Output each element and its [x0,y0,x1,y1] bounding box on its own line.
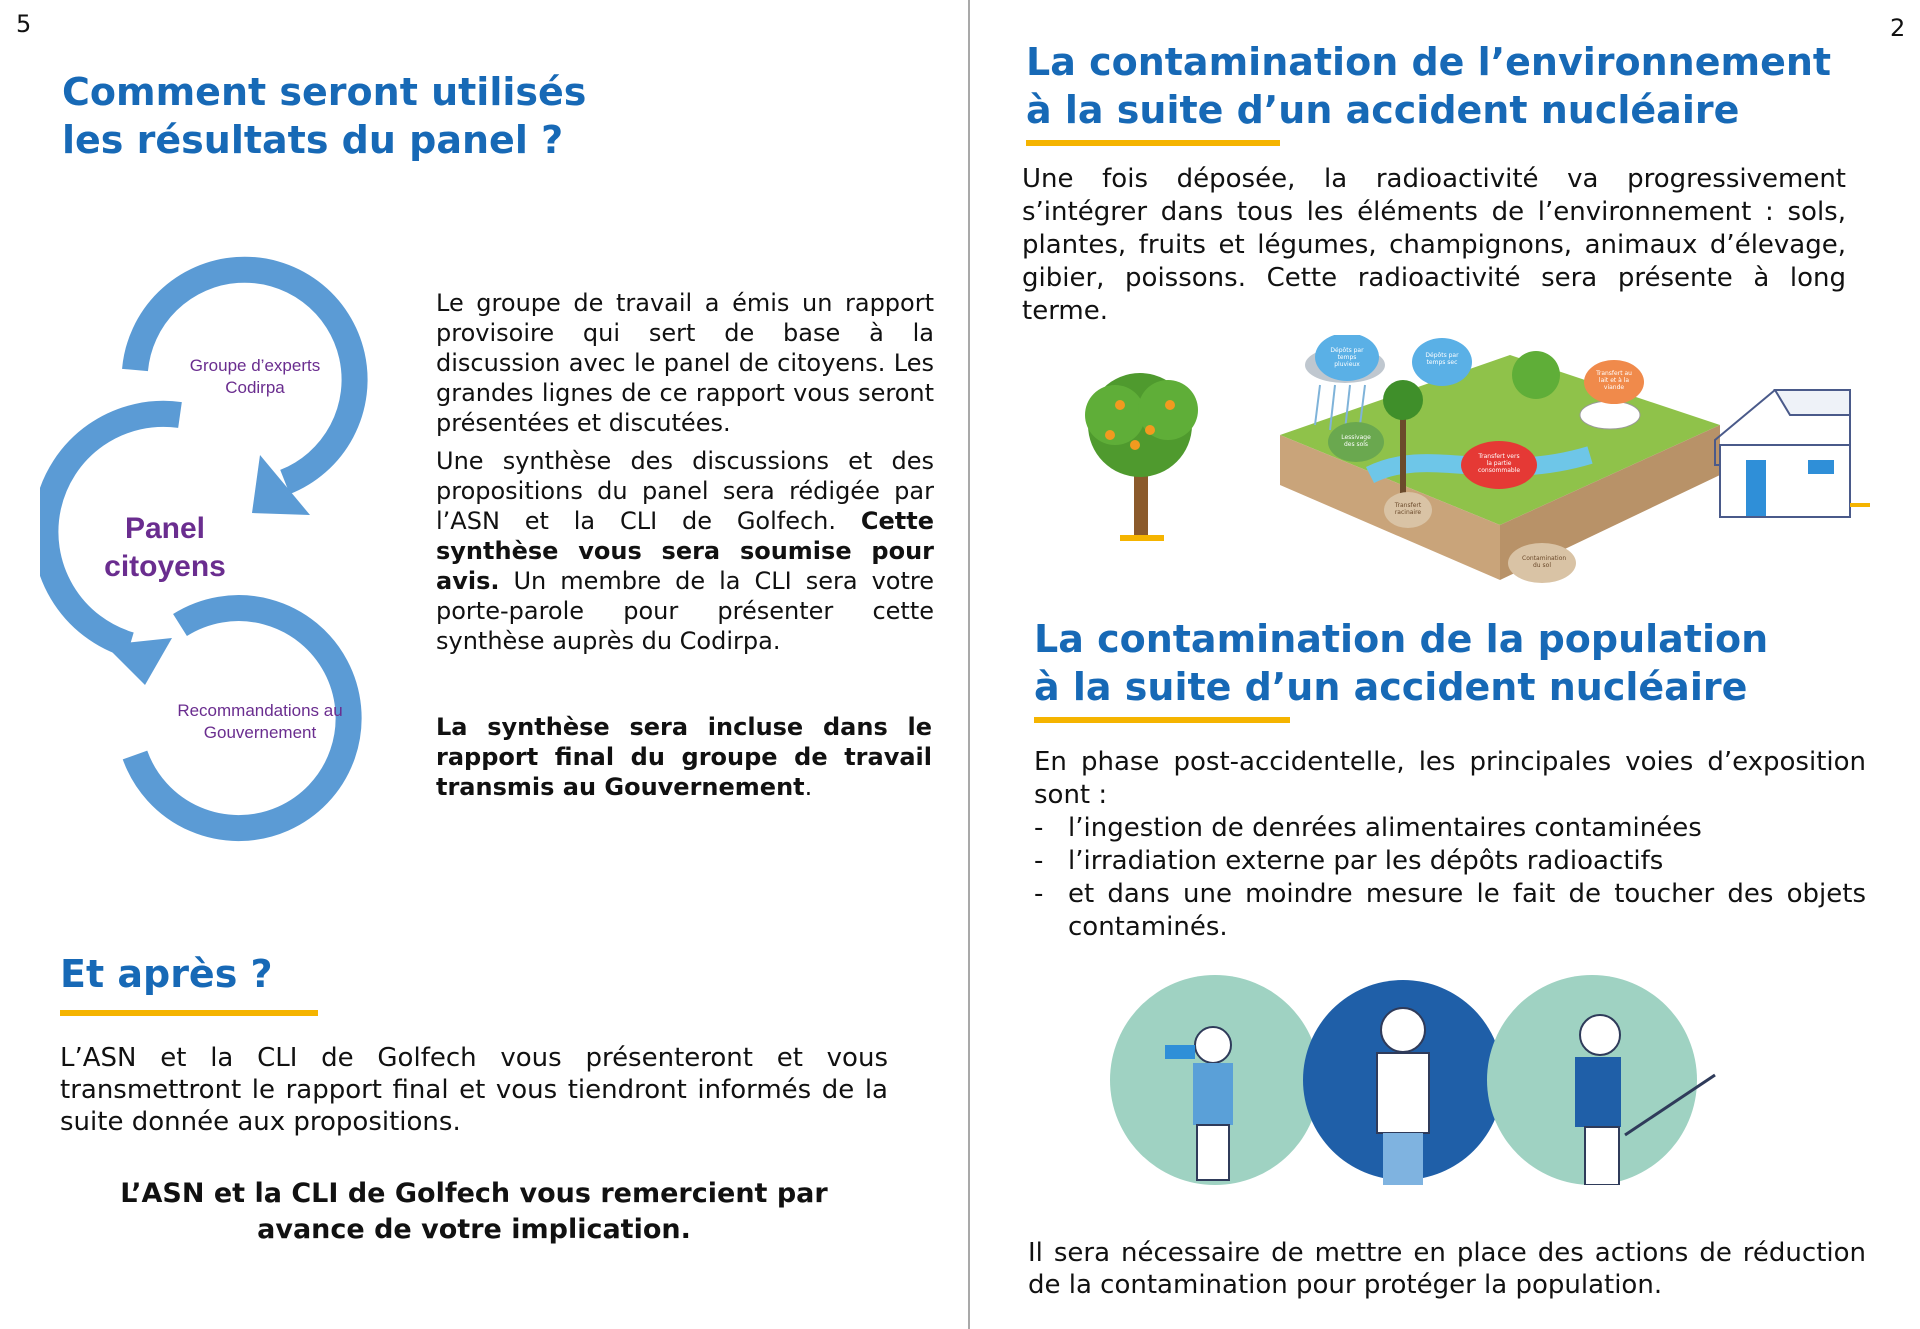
pop-text [1034,746,1866,944]
synthesis-note-bold: La synthèse sera incluse dans le rapport final du groupe de travail transmis au Gouvernement [436,713,932,801]
bubble-milk-meat: Transfert au lait et à la viande [1596,370,1632,391]
panel-paragraph-1: Le groupe de travail a émis un rapport provisoire qui sert de base à la discussion avec le panel de citoyens. Les grandes lignes de ce rapport vous seront présentées et discutées. [436,289,934,437]
cycle-label-experts: Groupe d’experts Codirpa [189,356,321,397]
panel-paragraph-2-bold: Cette synthèse vous sera soumise pour avis. [436,507,934,595]
page-number-right: 2 [1890,14,1906,42]
env-illustration-drawing [1070,335,1870,595]
panel-paragraph-2 [436,446,934,656]
after-title-underline [60,1010,318,1016]
pop-title-underline [1034,717,1290,723]
env-text: Une fois déposée, la radioactivité va progressivement s’intégrer dans tous les éléments de l’environnement : sols, plantes, fruits et légumes, champignons, animaux d’élevage, gibier, poissons. Cette radioactivité sera présente à long terme. [1022,164,1846,326]
pop-intro: En phase post-accidentelle, les principales voies d’exposition sont : [1034,747,1866,810]
thanks-text: L’ASN et la CLI de Golfech vous remercient par avance de votre implication. [120,1178,828,1245]
pop-title-line1: La contamination de la population [1034,617,1769,661]
page-divider [968,0,970,1329]
cycle-diagram [40,245,400,855]
pop-exposure-item: - l’ingestion de denrées alimentaires contaminées [1034,812,1866,845]
pop-title [1034,615,1854,711]
bubble-rain-deposit: Dépôts par temps pluvieux [1330,347,1364,368]
env-title-line2: à la suite d’un accident nucléaire [1026,88,1740,132]
bubble-edible-part: Transfert vers la partie consommable [1477,453,1521,474]
panel-paragraph-2-part-a: Une synthèse des discussions et des propositions du panel sera rédigée par l’ASN et la CLI de Golfech. [436,447,934,535]
cycle-label-panel: Panel citoyens [104,512,226,583]
bubble-root-transfer: Transfert racinaire [1394,502,1422,516]
pop-exposure-item: - et dans une moindre mesure le fait de toucher des objets contaminés. [1034,878,1866,944]
panel-description [436,288,934,664]
env-title [1026,38,1846,134]
closing-text: Il sera nécessaire de mettre en place des actions de réduction de la contamination pour protéger la population. [1028,1238,1866,1300]
after-text: L’ASN et la CLI de Golfech vous présenteront et vous transmettront le rapport final et vous tiendront informés de la suite donnée aux propositions. [60,1043,888,1137]
pop-title-line2: à la suite d’un accident nucléaire [1034,665,1748,709]
panel-paragraph-2-part-b: Un membre de la CLI sera votre porte-parole pour présenter cette synthèse auprès du Codirpa. [436,567,934,655]
env-title-underline [1026,140,1280,146]
pop-exposure-list [1034,812,1866,944]
synthesis-note-period: . [804,773,813,801]
pop-illustration-drawing [1105,975,1755,1185]
env-illustration [1070,335,1870,595]
pop-illustration [1105,975,1755,1185]
synthesis-note [436,712,932,802]
panel-results-title: Comment seront utilisés les résultats du panel ? [62,70,587,162]
bubble-soil-contamination: Contamination du sol [1522,555,1567,569]
after-title: Et après ? [60,952,273,996]
env-title-line1: La contamination de l’environnement [1026,40,1832,84]
bubble-soil-leaching: Lessivage des sols [1341,434,1371,448]
bubble-dry-deposit: Dépôts par temps sec [1425,352,1459,366]
cycle-label-recommandations: Recommandations au Gouvernement [177,701,343,742]
page-number-left: 5 [16,10,32,38]
pop-exposure-item: - l’irradiation externe par les dépôts radioactifs [1034,845,1866,878]
